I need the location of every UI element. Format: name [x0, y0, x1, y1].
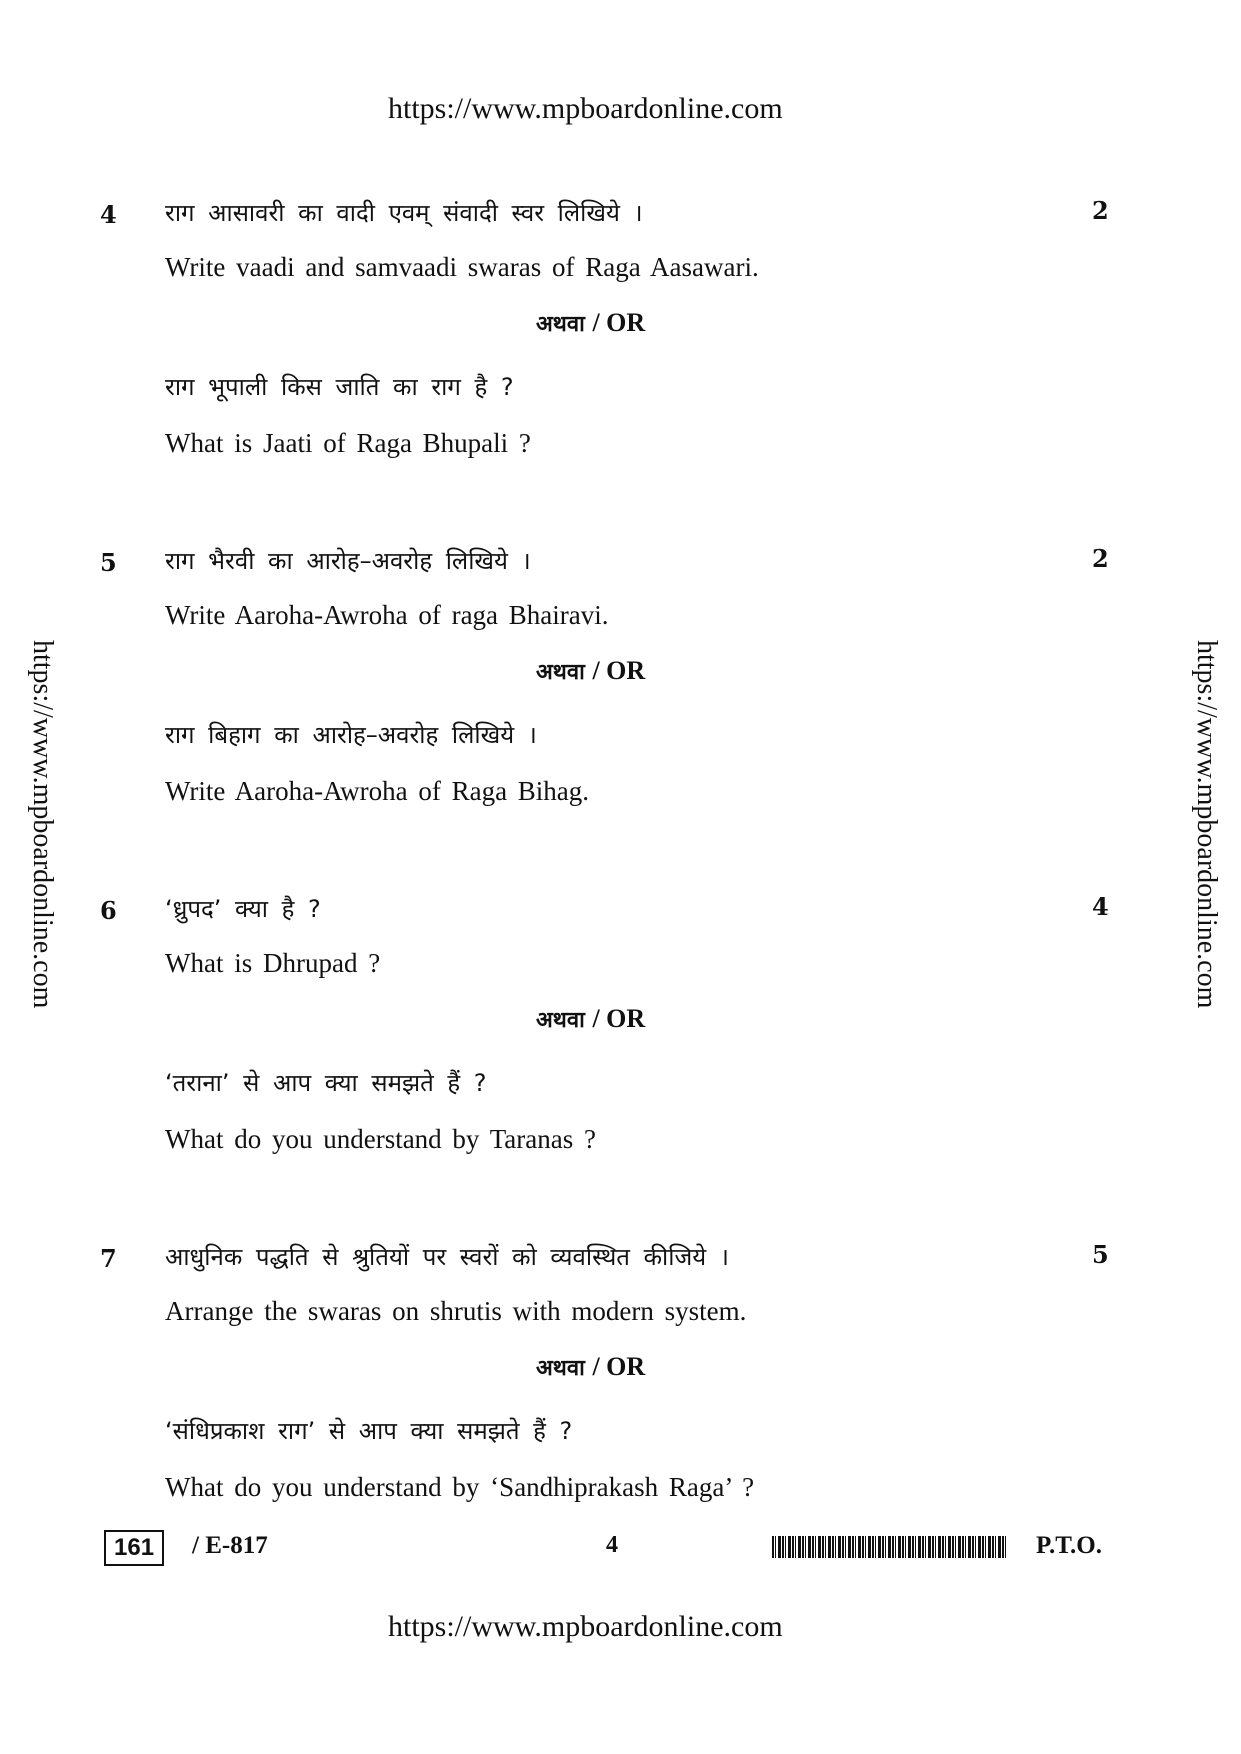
watermark-url-right: https://www.mpboardonline.com: [1191, 640, 1222, 1009]
question-marks: 4: [1092, 892, 1109, 921]
question-number: 7: [100, 1244, 117, 1273]
alternate-hindi: राग भूपाली किस जाति का राग है ?: [165, 373, 514, 401]
question-english: Arrange the swaras on shrutis with modern system.: [165, 1296, 747, 1326]
question-number: 5: [100, 548, 117, 577]
question-english: Write Aaroha-Awroha of raga Bhairavi.: [165, 600, 609, 630]
question-number: 4: [100, 200, 117, 229]
or-english: / OR: [592, 1352, 646, 1381]
or-divider: [536, 308, 645, 338]
alternate-english: Write Aaroha-Awroha of Raga Bihag.: [165, 776, 590, 806]
or-hindi: अथवा: [536, 1008, 585, 1033]
watermark-url-top: https://www.mpboardonline.com: [388, 92, 783, 125]
watermark-url-left: https://www.mpboardonline.com: [27, 640, 58, 1009]
question-marks: 2: [1092, 196, 1109, 225]
question-hindi: आधुनिक पद्धति से श्रुतियों पर स्वरों को व्यवस्थित कीजिये ।: [165, 1243, 729, 1271]
or-english: / OR: [592, 1004, 646, 1033]
or-divider: [536, 656, 645, 686]
barcode-icon: [772, 1536, 1008, 1558]
question-hindi: राग भैरवी का आरोह–अवरोह लिखिये ।: [165, 547, 531, 575]
watermark-url-bottom: https://www.mpboardonline.com: [388, 1610, 783, 1643]
or-english: / OR: [592, 656, 646, 685]
pto-label: P.T.O.: [1036, 1532, 1102, 1559]
question-marks: 5: [1092, 1240, 1109, 1269]
question-number: 6: [100, 896, 117, 925]
or-divider: [536, 1352, 645, 1382]
or-hindi: अथवा: [536, 312, 585, 337]
paper-code: / E-817: [192, 1532, 268, 1559]
page-footer: [0, 1530, 1241, 1570]
or-hindi: अथवा: [536, 660, 585, 685]
question-english: What is Dhrupad ?: [165, 948, 381, 978]
or-divider: [536, 1004, 645, 1034]
question-hindi: ‘ध्रुपद’ क्या है ?: [165, 895, 321, 923]
alternate-english: What do you understand by Taranas ?: [165, 1124, 596, 1154]
alternate-english: What do you understand by ‘Sandhiprakash Raga’ ?: [165, 1472, 755, 1502]
page-number: 4: [606, 1532, 618, 1558]
alternate-english: What is Jaati of Raga Bhupali ?: [165, 428, 531, 458]
question-hindi: राग आसावरी का वादी एवम् संवादी स्वर लिखिये ।: [165, 199, 643, 227]
alternate-hindi: ‘तराना’ से आप क्या समझते हैं ?: [165, 1069, 487, 1097]
question-marks: 2: [1092, 544, 1109, 573]
or-hindi: अथवा: [536, 1356, 585, 1381]
question-english: Write vaadi and samvaadi swaras of Raga Aasawari.: [165, 252, 759, 282]
or-english: / OR: [592, 308, 646, 337]
alternate-hindi: ‘संधिप्रकाश राग’ से आप क्या समझते हैं ?: [165, 1417, 573, 1445]
alternate-hindi: राग बिहाग का आरोह–अवरोह लिखिये ।: [165, 721, 537, 749]
paper-code-box: 161: [104, 1530, 164, 1566]
